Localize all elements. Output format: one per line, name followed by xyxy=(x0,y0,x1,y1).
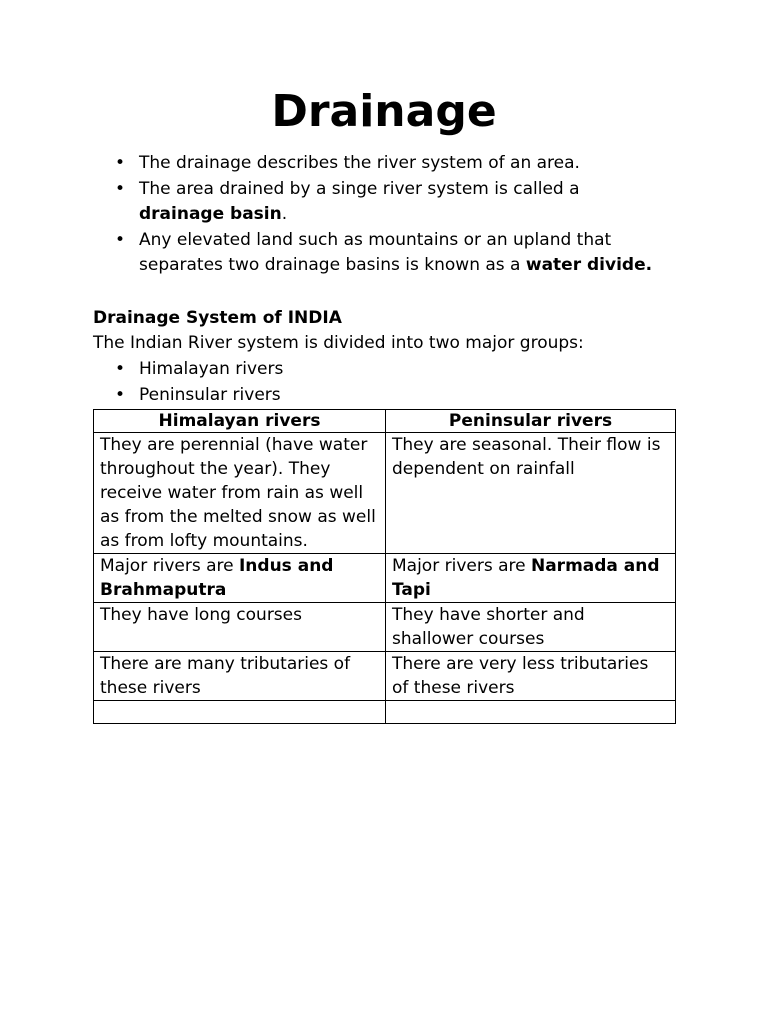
section-intro-text: The Indian River system is divided into two major groups: xyxy=(93,333,584,353)
river-group-list xyxy=(93,357,283,408)
table-header-row xyxy=(94,410,676,433)
intro-bullet-item xyxy=(93,151,653,177)
intro-bullet-text: Any elevated land such as mountains or an upland that separates two drainage basins is known as a xyxy=(139,229,612,276)
river-group-item xyxy=(93,357,283,383)
intro-bullet-text: . xyxy=(281,204,288,225)
table-row xyxy=(94,652,676,701)
comparison-table xyxy=(93,409,676,724)
intro-bullet-list xyxy=(93,151,653,279)
intro-bullet-text: The drainage describes the river system of an area. xyxy=(139,153,580,173)
column-header-himalayan: Himalayan rivers xyxy=(94,410,386,433)
bullet-icon: • xyxy=(115,178,126,199)
river-group-item xyxy=(93,383,283,409)
page-title: Drainage xyxy=(271,86,497,137)
intro-bullet-bold-term: water divide. xyxy=(525,255,653,276)
table-cell-peninsular: They are seasonal. Their flow is dependent on rainfall xyxy=(386,433,676,554)
table-cell-peninsular: They have shorter and shallower courses xyxy=(386,603,676,652)
table-cell-himalayan xyxy=(94,701,386,724)
cell-bold-text: Indus and Brahmaputra xyxy=(100,556,334,600)
bullet-icon: • xyxy=(115,384,126,405)
table-row xyxy=(94,603,676,652)
table-row xyxy=(94,433,676,554)
cell-text: Major rivers are xyxy=(392,556,531,576)
table-cell-peninsular xyxy=(386,554,676,603)
bullet-icon: • xyxy=(115,153,126,173)
cell-text: Major rivers are xyxy=(100,556,239,576)
cell-bold-text: Narmada and Tapi xyxy=(392,556,660,600)
intro-bullet-bold-term: drainage basin xyxy=(139,204,282,225)
river-group-label: Peninsular rivers xyxy=(139,384,281,405)
table-cell-himalayan: There are many tributaries of these rivers xyxy=(94,652,386,701)
section-heading: Drainage System of INDIA xyxy=(93,308,342,328)
intro-bullet-item xyxy=(93,177,653,228)
column-header-peninsular: Peninsular rivers xyxy=(386,410,676,433)
table-cell-himalayan: They have long courses xyxy=(94,603,386,652)
intro-bullet-item xyxy=(93,228,653,279)
intro-bullet-text: The area drained by a singe river system is called a xyxy=(139,178,580,199)
table-row-empty xyxy=(94,701,676,724)
table-cell-himalayan: They are perennial (have water throughout the year). They receive water from rain as well as from the melted snow as well as from lofty mountains. xyxy=(94,433,386,554)
river-group-label: Himalayan rivers xyxy=(139,359,284,379)
bullet-icon: • xyxy=(115,359,126,379)
bullet-icon: • xyxy=(115,229,126,250)
table-cell-peninsular: There are very less tributaries of these rivers xyxy=(386,652,676,701)
table-cell-himalayan xyxy=(94,554,386,603)
table-row xyxy=(94,554,676,603)
table-cell-peninsular xyxy=(386,701,676,724)
